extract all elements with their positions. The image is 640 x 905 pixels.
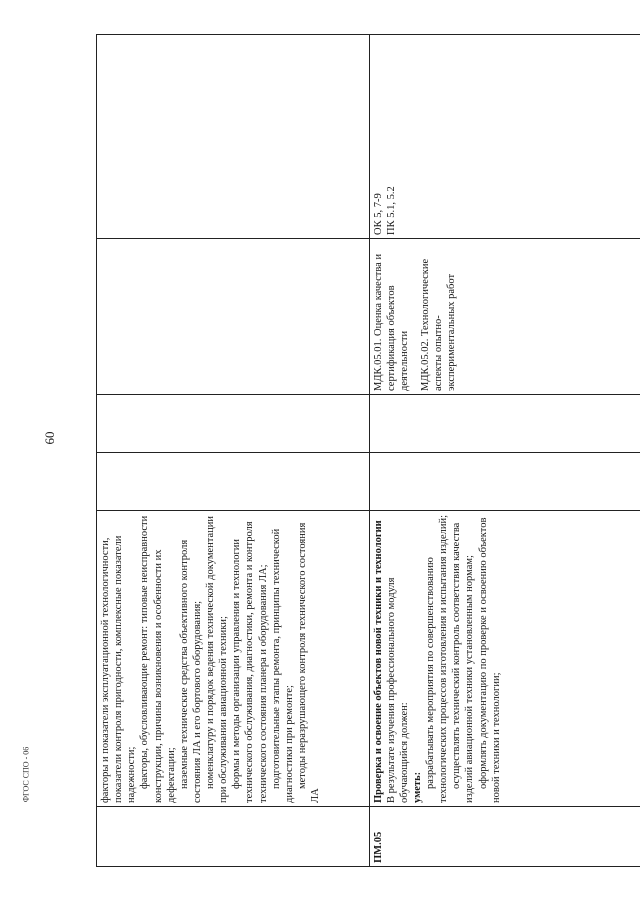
content-line: наземные технические средства объективного контроля состояния ЛА и его бортового оборудования; [178,539,203,803]
content-line: методы неразрушающего контроля технического состояния ЛА [296,522,321,803]
content-line: номенклатуру и порядок ведения технической документации при обслуживании авиационной техники; [205,516,230,803]
mdk-item: МДК.05.01. Оценка качества и сертификация объектов деятельности [372,253,410,391]
page-number: 60 [42,431,57,445]
umet-label: уметь: [411,771,423,803]
module-title: Проверка и освоение объектов новой техники и технологии [372,520,384,803]
table-row [369,35,640,867]
empty-cell [369,395,640,453]
content-cell [97,511,370,807]
content-line: подготовительные этапы ремонта, принципы технической диагностики при ремонте; [270,528,295,803]
competency-table-rotated [96,35,640,867]
module-code-cell: ПМ.05 [369,807,640,867]
empty-cell [369,453,640,511]
table-row [97,35,370,867]
content-line: оформлять документацию по проверке и освоению объектов новой техники и технологии; [477,517,502,803]
competencies-cell [369,35,640,239]
content-line: факторы и показатели эксплуатационной технологичности, показатели контроля пригодности, комплексные показатели надежности; [100,535,138,803]
mdk-item: МДК.05.02. Технологические аспекты опытно-экспериментальных работ [419,258,458,391]
empty-cell [97,395,370,453]
module-intro: В результате изучения профессионального модуля обучающийся должен: [385,577,410,803]
content-cell [369,511,640,807]
mdk-cell [369,239,640,395]
content-line: факторы, обусловливающие ремонт: типовые неисправности конструкции, причины возникновения и особенности их дефектации; [139,515,177,803]
competency-table [96,34,640,867]
competencies-cell [97,35,370,239]
competency-pk: ПК 5.1, 5.2 [385,186,397,235]
content-line: осуществлять технический контроль соответствия качества изделий авиационной техники установленным нормам; [451,522,476,803]
mdk-cell [97,239,370,395]
competency-ok: ОК 5, 7-9 [372,193,384,235]
module-code-cell [97,807,370,867]
footer-code: ФГОС СПО - 06 [21,746,31,803]
content-line: разрабатывать мероприятия по совершенствованию технологических процессов изготовления и испытания изделий; [425,514,450,803]
content-line: формы и методы организации управления и технологии технического обслуживания, диагностики, ремонта и контроля технического состояния планера и оборудования ЛА; [231,521,269,803]
empty-cell [97,453,370,511]
